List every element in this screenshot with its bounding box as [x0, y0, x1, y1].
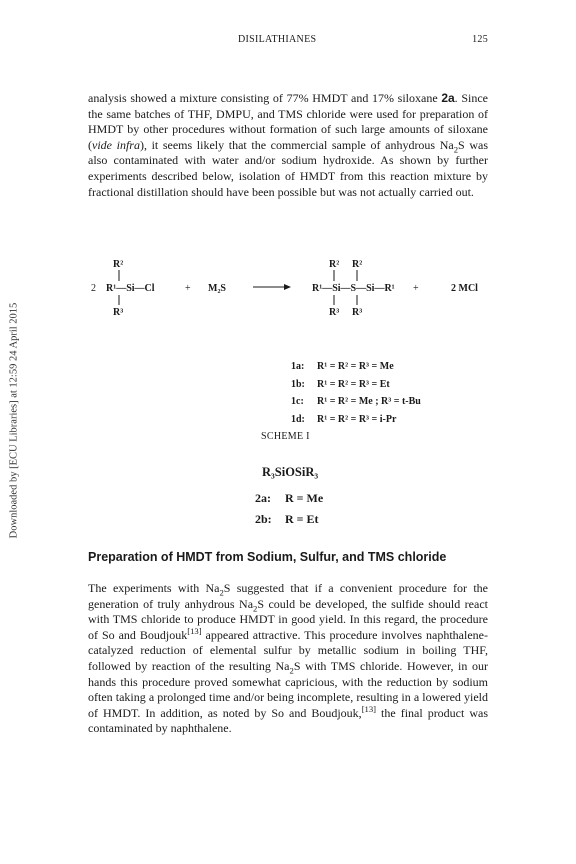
- product-r3-left: R³: [329, 307, 340, 318]
- page-number: 125: [472, 34, 488, 45]
- siloxane-variants: [255, 488, 323, 530]
- variant-row: 2b: R = Et: [255, 512, 319, 526]
- running-title: DISILATHIANES: [238, 34, 317, 45]
- section-heading: Preparation of HMDT from Sodium, Sulfur, and TMS chloride: [88, 550, 447, 564]
- product-r2-right: R²: [352, 259, 363, 270]
- compound-ref-2a: 2a: [441, 91, 455, 105]
- vide-infra: vide infra: [92, 137, 140, 152]
- variant-row: 1c: R¹ = R² = Me ; R³ = t-Bu: [291, 396, 421, 407]
- reactant-r3: R³: [113, 307, 124, 318]
- siloxane-formula: R₃SiOSiR₃: [262, 465, 319, 479]
- plus-sign: +: [185, 283, 191, 294]
- citation-13: [13]: [187, 625, 202, 636]
- arrowhead: [284, 284, 291, 290]
- citation-13: [13]: [361, 703, 377, 714]
- variant-row: 1d: R¹ = R² = R³ = i-Pr: [291, 413, 397, 425]
- reactant-silyl-chloride: R¹—Si—Cl: [106, 283, 155, 294]
- product-disilathiane: R¹—Si—S—Si—R¹: [312, 283, 395, 294]
- variant-row: 2a: R = Me: [255, 491, 324, 505]
- metal-sulfide: M₂S: [208, 283, 226, 294]
- scheme-caption: SCHEME I: [261, 431, 310, 442]
- product-r2-left: R²: [329, 259, 340, 270]
- download-watermark: Downloaded by [ECU Libraries] at 12:59 24 April 2015: [8, 302, 20, 539]
- byproduct-mcl: 2 MCl: [451, 283, 478, 294]
- paragraph-analysis: analysis showed a mixture consisting of 77% HMDT and 17% siloxane 2a. Since the same batches of THF, DMPU, and TMS chloride were used for preparation of HMDT by other procedures without formation of such large amounts of siloxane (vide infra), it seems likely that the commercial sample of anhydrous $Na_2S$ was also contaminated with water and/or sodium hydroxide. As shown by further experiments described below, isolation of HMDT from this reaction mixture by fractional distillation should have been possible but was not actually carried out.: [88, 91, 488, 199]
- paragraph-procedure: The experiments with $Na_2S$ suggested that if a convenient procedure for the generation of truly anhydrous $Na_2S$ could be developed, the sulfide should react with TMS chloride to produce HMDT in good yield. In this regard, the procedure of So and Boudjouk[13] appeared attractive. This procedure involves naphthalene-catalyzed reduction of elemental sulfur by metallic sodium in boiling THF, followed by reaction of the resulting $Na_2S$ with TMS chloride. However, in our hands this procedure proved somewhat capricious, with the reduction by sodium often taking a prolonged time and/or being incomplete, resulting in a lowered yield of HMDT. In addition, as noted by So and Boudjouk,[13] the final product was contaminated by naphthalene.: [88, 581, 488, 736]
- plus-sign-2: +: [413, 283, 419, 294]
- product-r3-right: R³: [352, 307, 363, 318]
- variant-row: 1b: R¹ = R² = R³ = Et: [291, 378, 390, 390]
- variant-row: 1a: R¹ = R² = R³ = Me: [291, 361, 394, 372]
- scheme-variants: [291, 358, 421, 428]
- reactant-r2: R²: [113, 259, 124, 270]
- coefficient-2: 2: [91, 283, 96, 294]
- reaction-scheme: [88, 255, 488, 350]
